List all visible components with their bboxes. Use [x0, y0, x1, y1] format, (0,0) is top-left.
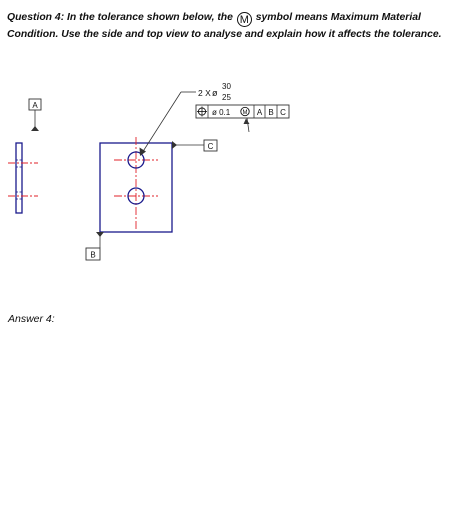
hole-count: 2 X: [198, 88, 211, 98]
answer-label: Answer 4:: [8, 313, 55, 325]
datum-c-label: [172, 140, 217, 151]
fcf-datum-1: A: [256, 108, 263, 117]
question-part1: Question 4: In the tolerance shown below, the: [7, 12, 233, 23]
hole-size-callout: [198, 82, 231, 102]
datum-a-label: [29, 99, 41, 131]
datum-c-text: C: [207, 142, 214, 151]
question-part2: symbol means Maximum Material Condition. Use the side and top view to analyse and explain how it affects the tolerance.: [7, 12, 442, 40]
diameter-symbol: ø: [212, 88, 218, 98]
side-view: [8, 143, 38, 213]
fcf-modifier: M: [242, 110, 248, 116]
datum-b-label: [86, 232, 104, 260]
size-upper: 30: [222, 82, 231, 91]
fcf-datum-3: C: [280, 108, 286, 117]
top-view: [100, 137, 172, 232]
fcf-tolerance: ø 0.1: [212, 108, 231, 117]
feature-control-frame: [196, 105, 289, 118]
datum-a-text: A: [32, 101, 38, 110]
fcf-datum-2: B: [268, 108, 274, 117]
frame-arrow: [244, 118, 250, 132]
datum-b-text: B: [90, 250, 96, 260]
mmc-symbol-icon: M: [237, 12, 252, 27]
size-lower: 25: [222, 93, 231, 102]
